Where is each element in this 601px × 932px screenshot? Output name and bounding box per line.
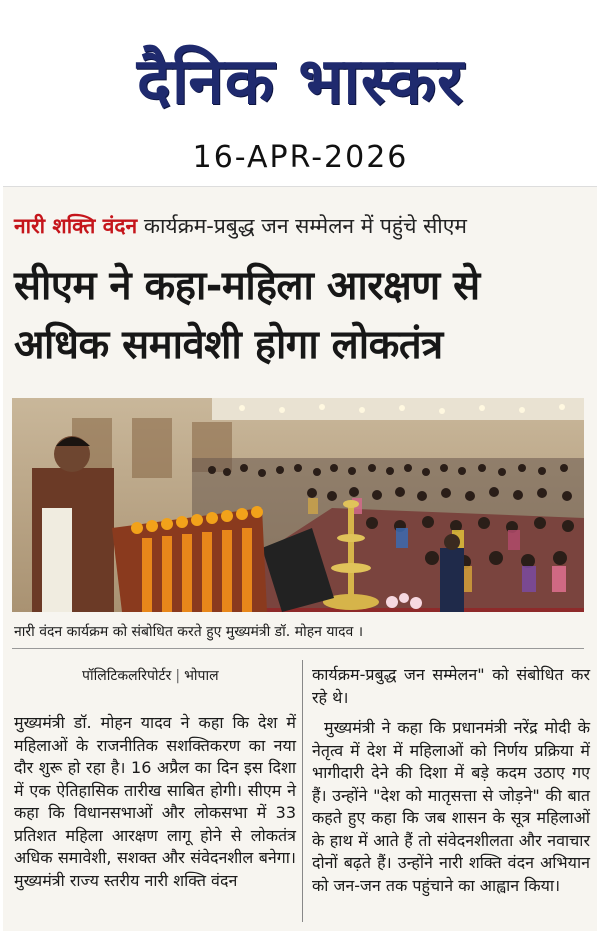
byline [82,666,219,685]
kicker-line [14,212,594,240]
newspaper-name: दैनिक भास्कर [136,44,465,119]
column-divider [302,660,303,922]
article-paragraph-3: मुख्यमंत्री ने कहा कि प्रधानमंत्री नरेंद्र मोदी के नेतृत्व में देश में महिलाओं को निर्णय प्रक्रिया में भागीदारी देने की दिशा में बड़े कदम उठाए गए हैं। उन्होंने "देश को मातृसत्ता से जोड़ने" की बात कहते हुए कहा कि जब शासन के सूत्र महिलाओं के हाथ में आते हैं तो संवेदनशीलता और नवाचार दोनों बढ़ते हैं। उन्होंने नारी शक्ति वंदन अभियान को जन-जन तक पहुंचाने का आह्वान किया। [312,718,590,895]
masthead [0,28,601,128]
event-photo-illustration [12,398,584,612]
headline-line-2: अधिक समावेशी होगा लोकतंत्र [14,322,443,368]
byline-city: भोपाल [184,668,219,684]
headline-line-1: सीएम ने कहा-महिला आरक्षण से [14,263,480,309]
photo-caption: नारी वंदन कार्यक्रम को संबोधित करते हुए मुख्यमंत्री डॉ. मोहन यादव । [14,624,364,640]
kicker-highlight: नारी शक्ति वंदन [14,214,138,238]
article-paragraph-2: कार्यक्रम-प्रबुद्ध जन सम्मेलन" को संबोधित कर रहे थे। [312,665,590,707]
article-column-left [14,712,296,892]
article-paragraph-1: मुख्यमंत्री डॉ. मोहन यादव ने कहा कि देश में महिलाओं के राजनीतिक सशक्तिकरण का नया दौर शुरू हो रहा है। 16 अप्रैल का दिन इस दिशा में एक ऐतिहासिक तारीख साबित होगी। सीएम ने कहा कि विधानसभाओं और लोकसभा में 33 प्रतिशत महिला आरक्षण लागू होने से लोकतंत्र अधिक समावेशी, सशक्त और संवेदनशील बनेगा। मुख्यमंत्री राज्य स्तरीय नारी शक्ति वंदन [14,713,296,890]
byline-separator: | [175,668,181,684]
byline-reporter: पॉलिटिकलरिपोर्टर [82,668,172,684]
edition-date: 16-APR-2026 [192,140,409,175]
kicker-text: कार्यक्रम-प्रबुद्ध जन सम्मेलन में पहुंचे सीएम [137,214,467,238]
event-photo [12,398,584,612]
article-column-right [312,664,590,897]
caption-divider [12,648,584,649]
